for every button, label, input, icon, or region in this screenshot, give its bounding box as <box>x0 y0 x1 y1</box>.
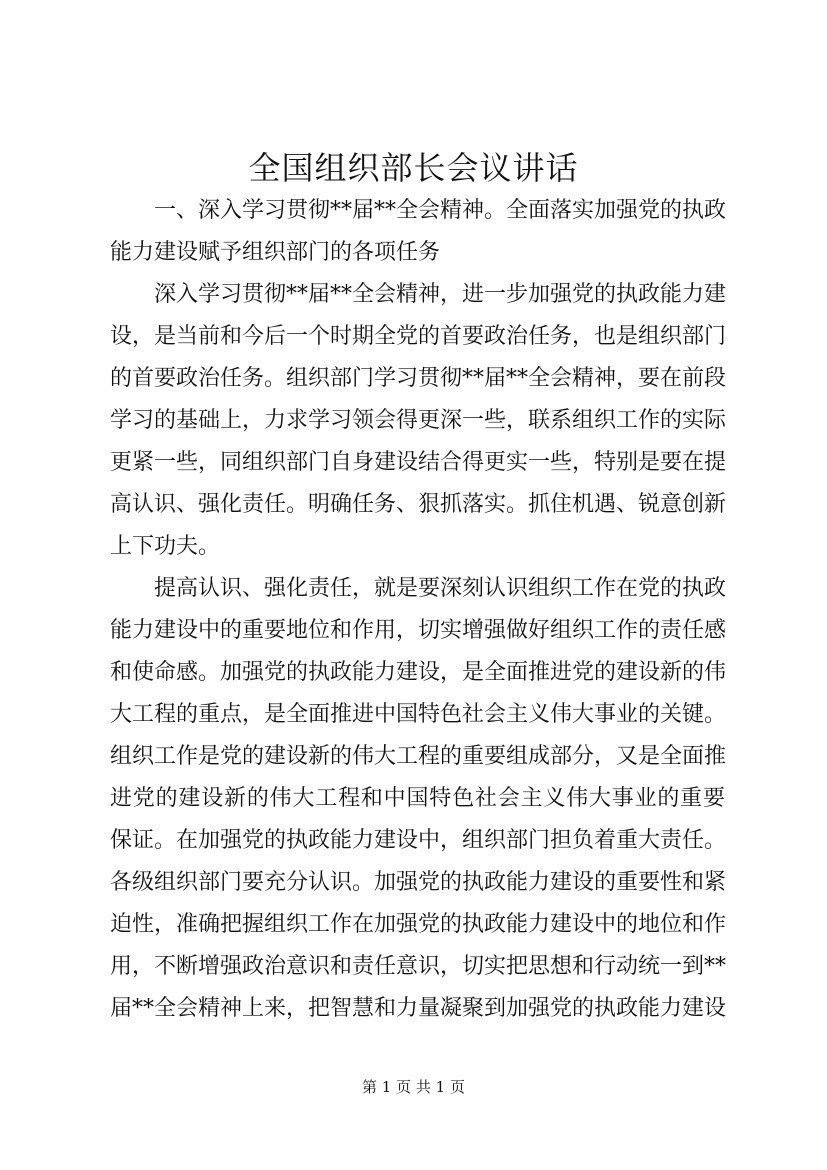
text-line: 上下功夫。 <box>110 534 221 559</box>
text-line: 能力建设赋予组织部门的各项任务 <box>110 240 441 265</box>
text-line: 各级组织部门要充分认识。加强党的执政能力建设的重要性和紧 <box>110 870 727 895</box>
text-line: 保证。在加强党的执政能力建设中，组织部门担负着重大责任。 <box>110 828 727 853</box>
text-line: 迫性，准确把握组织工作在加强党的执政能力建设中的地位和作 <box>110 912 727 937</box>
text-line: 能力建设中的重要地位和作用，切实增强做好组织工作的责任感 <box>110 618 727 643</box>
document-title: 全国组织部长会议讲话 <box>248 149 579 187</box>
text-line: 更紧一些，同组织部门自身建设结合得更实一些，特别是要在提 <box>110 450 727 475</box>
text-line: 组织工作是党的建设新的伟大工程的重要组成部分，又是全面推 <box>110 744 727 769</box>
text-line: 提高认识、强化责任，就是要深刻认识组织工作在党的执政 <box>154 576 727 601</box>
document-body <box>110 190 725 1030</box>
text-line: 和使命感。加强党的执政能力建设，是全面推进党的建设新的伟 <box>110 660 727 685</box>
paragraph-section-heading <box>110 190 725 274</box>
text-line: 届**全会精神上来，把智慧和力量凝聚到加强党的执政能力建设 <box>110 996 727 1021</box>
text-line: 用，不断增强政治意识和责任意识，切实把思想和行动统一到** <box>110 954 727 979</box>
text-line: 学习的基础上，力求学习领会得更深一些，联系组织工作的实际 <box>110 408 727 433</box>
page-number-footer: 第 1 页 共 1 页 <box>362 1078 465 1096</box>
text-line: 深入学习贯彻**届**全会精神，进一步加强党的执政能力建 <box>154 282 727 307</box>
paragraph-responsibility <box>110 568 725 1030</box>
text-line: 一、深入学习贯彻**届**全会精神。全面落实加强党的执政 <box>154 198 727 223</box>
text-line: 大工程的重点，是全面推进中国特色社会主义伟大事业的关键。 <box>110 702 727 727</box>
paragraph-study <box>110 274 725 568</box>
text-line: 设，是当前和今后一个时期全党的首要政治任务，也是组织部门 <box>110 324 727 349</box>
text-line: 的首要政治任务。组织部门学习贯彻**届**全会精神，要在前段 <box>110 366 727 391</box>
text-line: 进党的建设新的伟大工程和中国特色社会主义伟大事业的重要 <box>110 786 725 811</box>
text-line: 高认识、强化责任。明确任务、狠抓落实。抓住机遇、锐意创新 <box>110 492 727 517</box>
